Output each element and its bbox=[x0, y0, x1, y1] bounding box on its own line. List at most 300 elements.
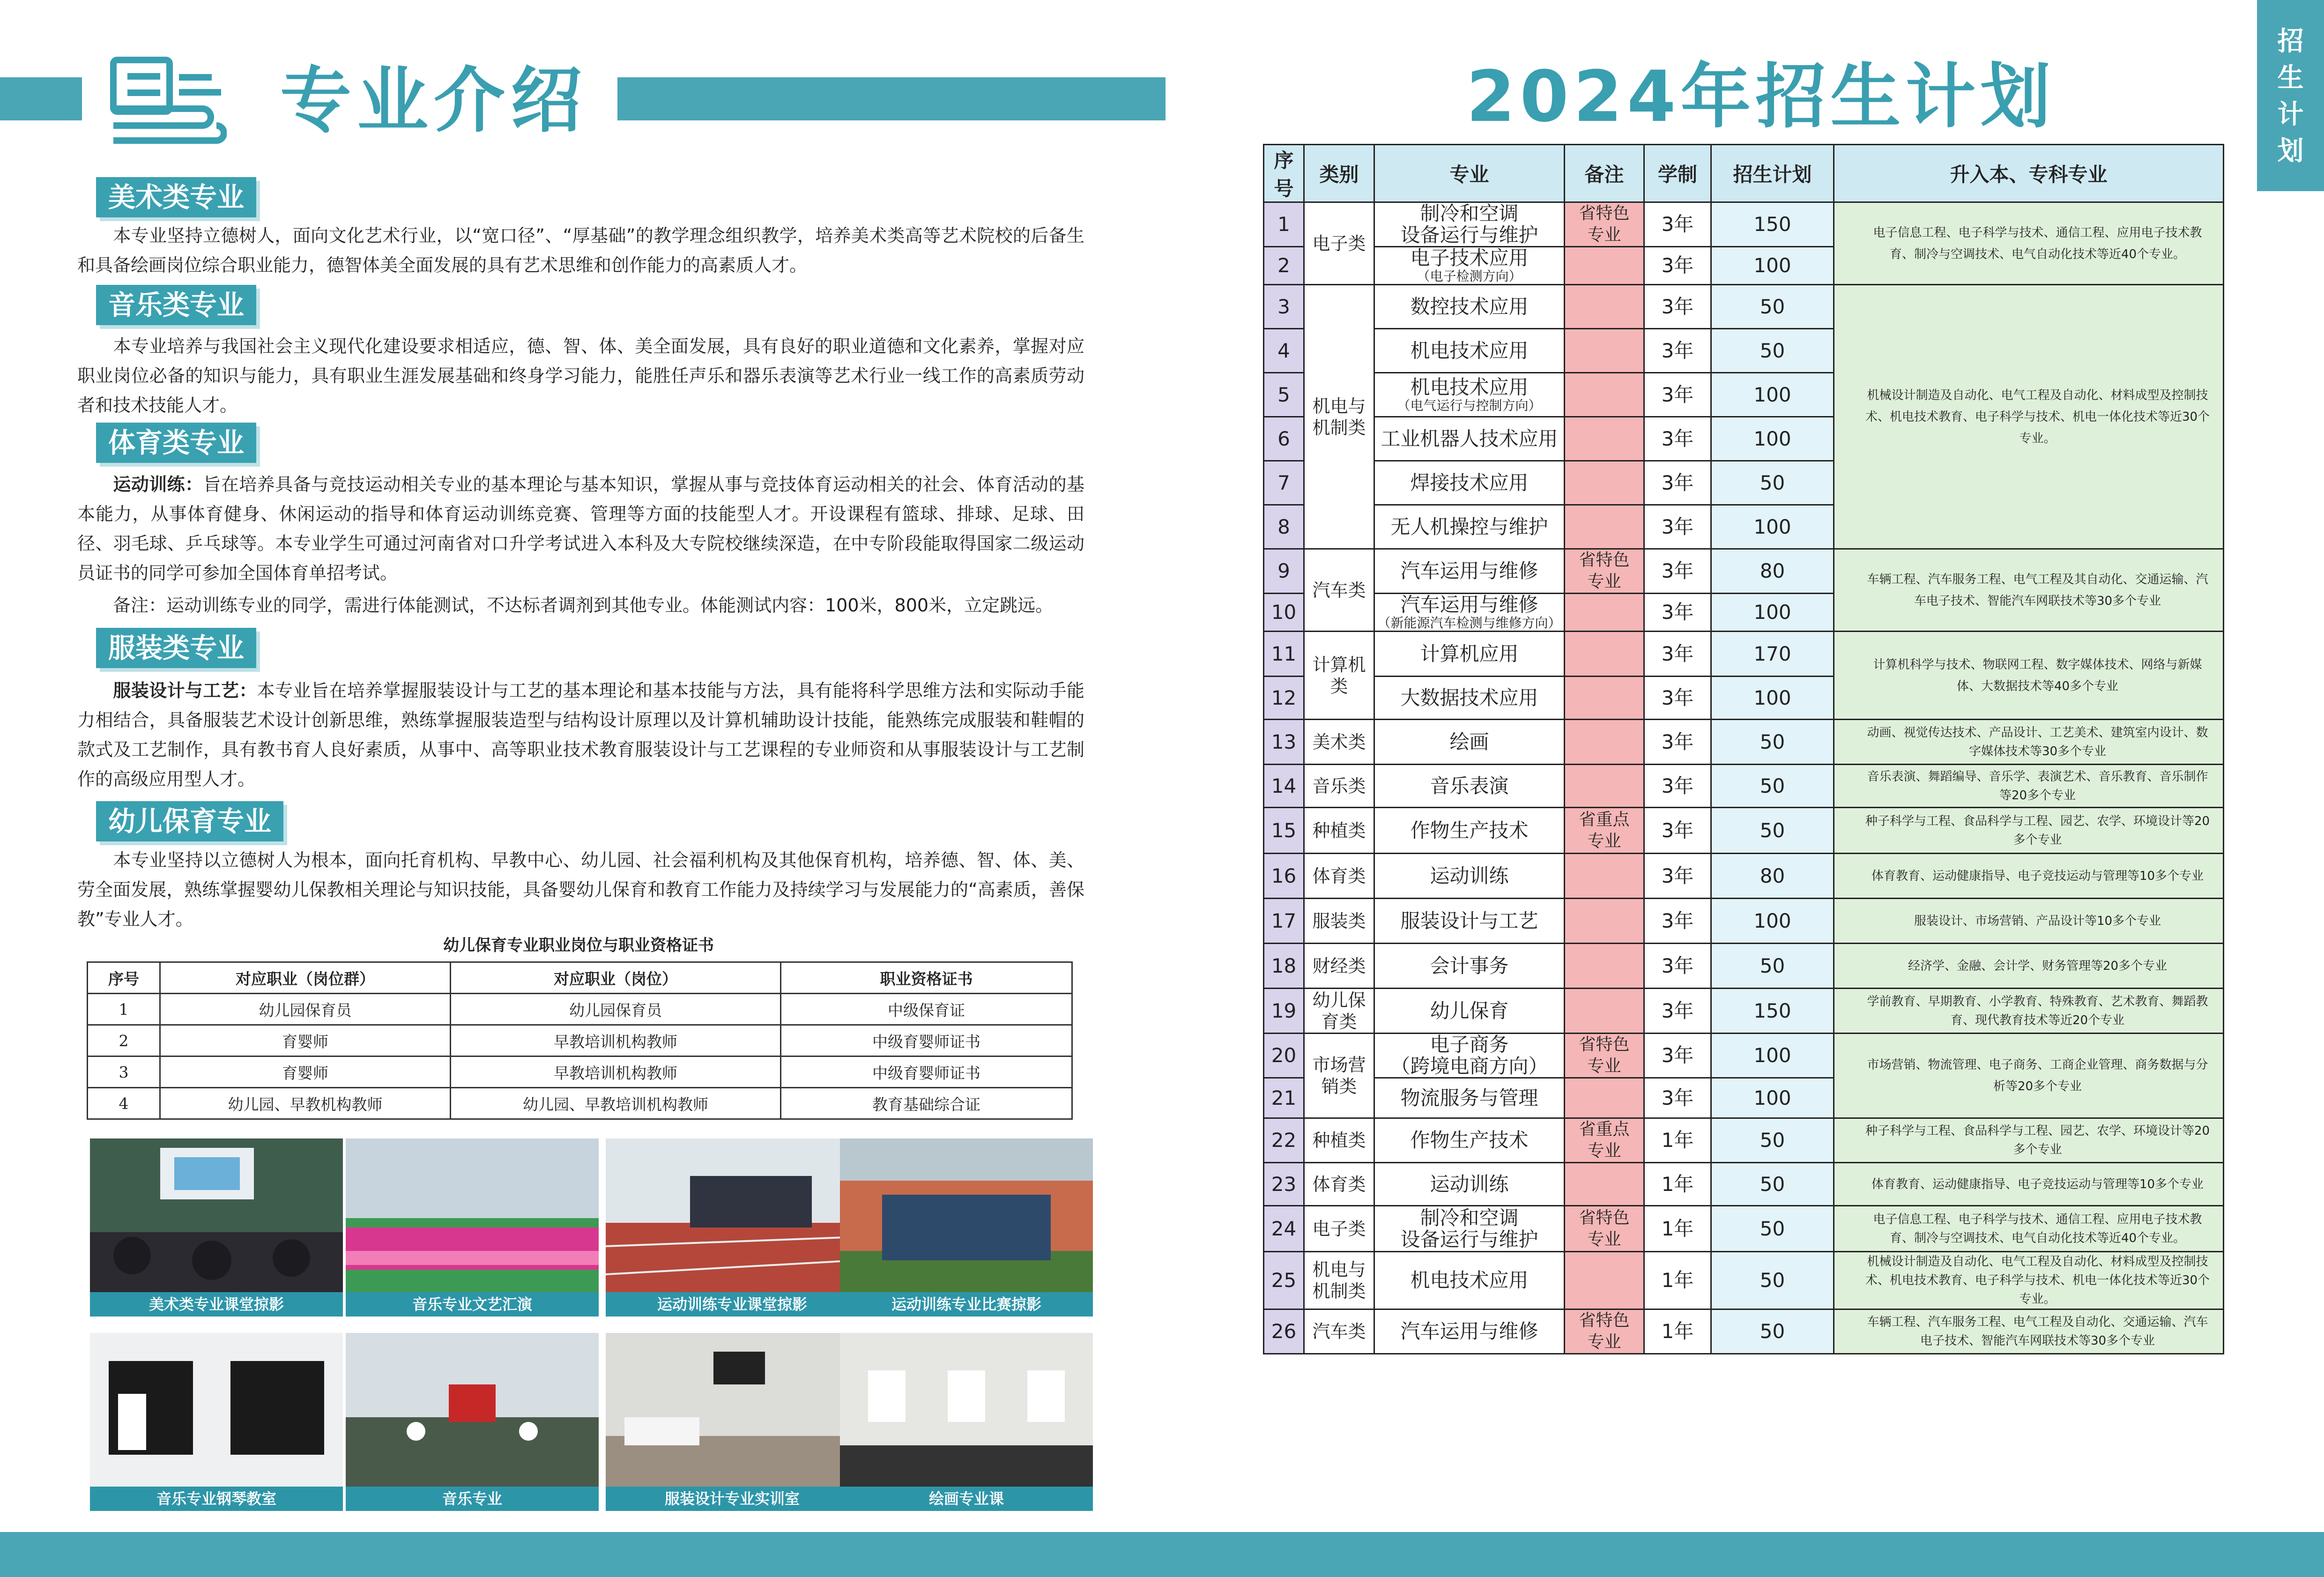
duration-cell: 3年 bbox=[1644, 808, 1711, 854]
table-row bbox=[1264, 944, 2224, 989]
row-number-cell: 22 bbox=[1264, 1118, 1304, 1163]
major-cell bbox=[1374, 202, 1565, 247]
duration-cell: 3年 bbox=[1644, 247, 1711, 285]
major-cell bbox=[1374, 765, 1565, 808]
photo-art-class bbox=[90, 1138, 343, 1317]
duration-cell: 3年 bbox=[1644, 505, 1711, 549]
duration-cell: 3年 bbox=[1644, 1078, 1711, 1118]
photo-caption: 绘画专业课 bbox=[840, 1487, 1093, 1511]
category-cell: 服装类 bbox=[1304, 899, 1374, 944]
note-cell bbox=[1565, 1252, 1644, 1309]
plan-title: 2024年招生计划 bbox=[1466, 56, 2056, 138]
duration-cell: 3年 bbox=[1644, 720, 1711, 765]
quota-cell: 50 bbox=[1711, 1206, 1834, 1252]
paragraph-sports bbox=[77, 470, 1084, 588]
category-cell: 电子类 bbox=[1304, 1206, 1374, 1252]
quota-cell: 100 bbox=[1711, 1034, 1834, 1078]
further-study-cell: 音乐表演、舞蹈编导、音乐学、表演艺术、音乐教育、音乐制作等20多个专业 bbox=[1834, 765, 2224, 808]
cert-table bbox=[87, 961, 1073, 1120]
table-row bbox=[1264, 899, 2224, 944]
duration-cell: 3年 bbox=[1644, 549, 1711, 594]
row-number-cell: 26 bbox=[1264, 1309, 1304, 1354]
table-row bbox=[1264, 720, 2224, 765]
classroom-image bbox=[90, 1138, 343, 1292]
further-study-cell: 种子科学与工程、食品科学与工程、园艺、农学、环境设计等20多个专业 bbox=[1834, 1118, 2224, 1163]
major-cell bbox=[1374, 808, 1565, 854]
heading-childcare: 幼儿保育专业 bbox=[96, 801, 283, 841]
duration-cell: 1年 bbox=[1644, 1309, 1711, 1354]
workshop-image bbox=[606, 1333, 859, 1487]
row-number-cell: 8 bbox=[1264, 505, 1304, 549]
note-cell: 省重点 专业 bbox=[1565, 1118, 1644, 1163]
photo-piano-room bbox=[90, 1333, 343, 1511]
duration-cell: 3年 bbox=[1644, 677, 1711, 720]
duration-cell: 3年 bbox=[1644, 765, 1711, 808]
row-number-cell: 17 bbox=[1264, 899, 1304, 944]
major-name: 机电技术应用 bbox=[1410, 339, 1529, 362]
category-cell: 计算机类 bbox=[1304, 632, 1374, 720]
quota-cell: 50 bbox=[1711, 461, 1834, 505]
row-number-cell: 14 bbox=[1264, 765, 1304, 808]
top-mid-accent-bar bbox=[617, 77, 1166, 120]
row-number-cell: 20 bbox=[1264, 1034, 1304, 1078]
column-header: 序号 bbox=[88, 962, 160, 994]
duration-cell: 3年 bbox=[1644, 854, 1711, 899]
row-number-cell: 12 bbox=[1264, 677, 1304, 720]
further-study-cell: 学前教育、早期教育、小学教育、特殊教育、艺术教育、舞蹈教育、现代教育技术等近20个专业 bbox=[1834, 989, 2224, 1034]
duration-cell: 3年 bbox=[1644, 202, 1711, 247]
paragraph-fashion bbox=[77, 676, 1084, 794]
row-number-cell: 10 bbox=[1264, 594, 1304, 632]
photo-caption: 音乐专业 bbox=[346, 1487, 599, 1511]
note-cell: 省特色 专业 bbox=[1565, 1034, 1644, 1078]
paragraph-art bbox=[77, 221, 1084, 280]
note-cell bbox=[1565, 417, 1644, 461]
table-row bbox=[1264, 1163, 2224, 1206]
table-row bbox=[88, 1088, 1072, 1119]
quota-cell: 100 bbox=[1711, 373, 1834, 417]
table-cell: 中级保育证 bbox=[781, 994, 1072, 1025]
row-number-cell: 23 bbox=[1264, 1163, 1304, 1206]
major-cell bbox=[1374, 1252, 1565, 1309]
major-cell bbox=[1374, 1206, 1565, 1252]
table-row bbox=[1264, 1309, 2224, 1354]
major-name: 汽车运用与维修 bbox=[1400, 1320, 1538, 1343]
paragraph-text: 本专业培养与我国社会主义现代化建设要求相适应，德、智、体、美全面发展，具有良好的职业道德和文化素养，掌握对应职业岗位必备的知识与能力，具有职业生涯发展基础和终身学习能力，能胜任声乐和器乐表演等艺术行业一线工作的高素质劳动者和技术技能人才。 bbox=[77, 336, 1084, 416]
note-cell: 省特色 专业 bbox=[1565, 1206, 1644, 1252]
quota-cell: 50 bbox=[1711, 329, 1834, 373]
category-cell: 音乐类 bbox=[1304, 765, 1374, 808]
table-cell: 育婴师 bbox=[160, 1056, 451, 1088]
major-cell bbox=[1374, 632, 1565, 677]
major-cell bbox=[1374, 677, 1565, 720]
row-number-cell: 11 bbox=[1264, 632, 1304, 677]
paragraph-childcare bbox=[77, 846, 1084, 934]
table-cell: 幼儿园、早教培训机构教师 bbox=[451, 1088, 781, 1119]
quota-cell: 150 bbox=[1711, 202, 1834, 247]
duration-cell: 3年 bbox=[1644, 461, 1711, 505]
photo-music bbox=[346, 1333, 599, 1511]
photo-painting-class bbox=[840, 1333, 1093, 1511]
paragraph-text: 本专业坚持以立德树人为根本，面向托育机构、早教中心、幼儿园、社会福利机构及其他保育机构，培养德、智、体、美、劳全面发展，熟练掌握婴幼儿保教相关理论与知识技能，具备婴幼儿保育和教育工作能力及持续学习与发展能力的“高素质，善保教”专业人才。 bbox=[77, 850, 1084, 930]
major-cell bbox=[1374, 373, 1565, 417]
table-cell: 中级育婴师证书 bbox=[781, 1056, 1072, 1088]
table-cell: 教育基础综合证 bbox=[781, 1088, 1072, 1119]
note-cell bbox=[1565, 594, 1644, 632]
major-cell bbox=[1374, 989, 1565, 1034]
table-row bbox=[88, 1025, 1072, 1056]
note-cell bbox=[1565, 944, 1644, 989]
column-header: 职业资格证书 bbox=[781, 962, 1072, 994]
table-cell: 2 bbox=[88, 1025, 160, 1056]
row-number-cell: 16 bbox=[1264, 854, 1304, 899]
paragraph-text: 本专业旨在培养掌握服装设计与工艺的基本理论和基本技能与方法，具有能将科学思维方法和实际动手能力相结合，具备服装艺术设计创新思维，熟练掌握服装造型与结构设计原理以及计算机辅助设计技能，能熟练完成服装和鞋帽的款式及工艺制作，具有教书育人良好素质，从事中、高等职业技术教育服装设计与工艺课程的专业师资和从事服装设计与工艺制作的高级应用型人才。 bbox=[77, 680, 1084, 789]
table-row bbox=[1264, 549, 2224, 594]
table-row bbox=[1264, 808, 2224, 854]
paragraph-text: 旨在培养具备与竞技运动相关专业的基本理论与基本知识，掌握从事与竞技体育运动相关的社会、体育活动的基本能力，从事体育健身、休闲运动的指导和体育运动训练竞赛、管理等方面的技能型人才。开设课程有篮球、排球、足球、田径、羽毛球、乒乓球等。本专业学生可通过河南省对口升学考试进入本科及大专院校继续深造，在中专阶段能取得国家二级运动员证书的同学可参加全国体育单招考试。 bbox=[77, 474, 1084, 583]
photo-caption: 运动训练专业比赛掠影 bbox=[840, 1292, 1093, 1317]
major-name: 焊接技术应用 bbox=[1410, 471, 1529, 494]
quota-cell: 80 bbox=[1711, 549, 1834, 594]
major-name: 会计事务 bbox=[1430, 954, 1509, 977]
row-number-cell: 4 bbox=[1264, 329, 1304, 373]
category-cell: 财经类 bbox=[1304, 944, 1374, 989]
major-direction: （电子检测方向） bbox=[1417, 268, 1522, 284]
duration-cell: 3年 bbox=[1644, 632, 1711, 677]
duration-cell: 3年 bbox=[1644, 899, 1711, 944]
major-cell bbox=[1374, 285, 1565, 329]
column-header: 序号 bbox=[1264, 145, 1304, 202]
further-study-cell: 服装设计、市场营销、产品设计等10多个专业 bbox=[1834, 899, 2224, 944]
quota-cell: 100 bbox=[1711, 899, 1834, 944]
major-cell bbox=[1374, 594, 1565, 632]
major-name: 电子商务 （跨境电商方向） bbox=[1390, 1033, 1548, 1078]
heading-fashion: 服装类专业 bbox=[96, 628, 256, 668]
note-cell: 省重点 专业 bbox=[1565, 808, 1644, 854]
row-number-cell: 5 bbox=[1264, 373, 1304, 417]
paragraph-music bbox=[77, 332, 1084, 420]
major-name: 数控技术应用 bbox=[1410, 295, 1529, 318]
major-direction: （新能源汽车检测与维修方向） bbox=[1377, 615, 1561, 631]
note-cell bbox=[1565, 461, 1644, 505]
photo-caption: 服装设计专业实训室 bbox=[606, 1487, 859, 1511]
further-study-cell: 车辆工程、汽车服务工程、电气工程及自动化、交通运输、汽车电子技术、智能汽车网联技术等30多个专业 bbox=[1834, 1309, 2224, 1354]
further-study-cell: 体育教育、运动健康指导、电子竞技运动与管理等10多个专业 bbox=[1834, 1163, 2224, 1206]
major-cell bbox=[1374, 1309, 1565, 1354]
row-number-cell: 13 bbox=[1264, 720, 1304, 765]
further-study-cell: 经济学、金融、会计学、财务管理等20多个专业 bbox=[1834, 944, 2224, 989]
column-header: 专业 bbox=[1374, 145, 1565, 202]
duration-cell: 1年 bbox=[1644, 1163, 1711, 1206]
table-cell: 早教培训机构教师 bbox=[451, 1025, 781, 1056]
photo-music-show bbox=[346, 1138, 599, 1317]
table-row bbox=[1264, 765, 2224, 808]
table-row bbox=[1264, 854, 2224, 899]
quota-cell: 50 bbox=[1711, 720, 1834, 765]
piano-image bbox=[90, 1333, 343, 1487]
further-study-cell: 电子信息工程、电子科学与技术、通信工程、应用电子技术教育、制冷与空调技术、电气自动化技术等近40个专业。 bbox=[1834, 202, 2224, 285]
paragraph-lead: 服装设计与工艺： bbox=[113, 680, 257, 701]
note-cell bbox=[1565, 677, 1644, 720]
row-number-cell: 18 bbox=[1264, 944, 1304, 989]
quota-cell: 50 bbox=[1711, 944, 1834, 989]
note-cell bbox=[1565, 247, 1644, 285]
table-cell: 4 bbox=[88, 1088, 160, 1119]
duration-cell: 3年 bbox=[1644, 1034, 1711, 1078]
table-cell: 早教培训机构教师 bbox=[451, 1056, 781, 1088]
heading-sports: 体育类专业 bbox=[96, 423, 256, 463]
major-name: 汽车运用与维修 bbox=[1400, 593, 1538, 616]
dance-image bbox=[346, 1333, 599, 1487]
table-cell: 幼儿园保育员 bbox=[451, 994, 781, 1025]
category-cell: 机电与 机制类 bbox=[1304, 1252, 1374, 1309]
duration-cell: 1年 bbox=[1644, 1206, 1711, 1252]
major-cell bbox=[1374, 720, 1565, 765]
row-number-cell: 21 bbox=[1264, 1078, 1304, 1118]
category-cell: 市场营 销类 bbox=[1304, 1034, 1374, 1118]
quota-cell: 100 bbox=[1711, 677, 1834, 720]
category-cell: 体育类 bbox=[1304, 1163, 1374, 1206]
duration-cell: 3年 bbox=[1644, 989, 1711, 1034]
further-study-cell: 动画、视觉传达技术、产品设计、工艺美术、建筑室内设计、数字媒体技术等30多个专业 bbox=[1834, 720, 2224, 765]
note-cell: 省特色 专业 bbox=[1565, 1309, 1644, 1354]
quota-cell: 100 bbox=[1711, 594, 1834, 632]
enrollment-plan-table bbox=[1263, 144, 2224, 1354]
major-name: 计算机应用 bbox=[1420, 642, 1519, 665]
row-number-cell: 25 bbox=[1264, 1252, 1304, 1309]
column-header: 招生计划 bbox=[1711, 145, 1834, 202]
duration-cell: 3年 bbox=[1644, 329, 1711, 373]
major-cell bbox=[1374, 944, 1565, 989]
quota-cell: 50 bbox=[1711, 1163, 1834, 1206]
further-study-cell: 种子科学与工程、食品科学与工程、园艺、农学、环境设计等20多个专业 bbox=[1834, 808, 2224, 854]
note-cell bbox=[1565, 1078, 1644, 1118]
duration-cell: 3年 bbox=[1644, 594, 1711, 632]
column-header: 类别 bbox=[1304, 145, 1374, 202]
heading-art: 美术类专业 bbox=[96, 177, 256, 217]
major-name: 无人机操控与维护 bbox=[1390, 515, 1548, 538]
duration-cell: 3年 bbox=[1644, 944, 1711, 989]
row-number-cell: 3 bbox=[1264, 285, 1304, 329]
quota-cell: 50 bbox=[1711, 285, 1834, 329]
major-cell bbox=[1374, 1163, 1565, 1206]
photo-caption: 音乐专业钢琴教室 bbox=[90, 1487, 343, 1511]
major-name: 作物生产技术 bbox=[1410, 818, 1529, 842]
side-tab bbox=[2257, 0, 2324, 191]
major-cell bbox=[1374, 549, 1565, 594]
quota-cell: 100 bbox=[1711, 1078, 1834, 1118]
side-tab-char: 划 bbox=[2277, 136, 2304, 166]
table-row bbox=[1264, 632, 2224, 677]
major-name: 幼儿保育 bbox=[1430, 999, 1509, 1022]
further-study-cell: 计算机科学与技术、物联网工程、数字媒体技术、网络与新媒体、大数据技术等40多个专业 bbox=[1834, 632, 2224, 720]
bottom-accent-bar bbox=[0, 1532, 2324, 1577]
major-name: 绘画 bbox=[1449, 730, 1489, 753]
quota-cell: 100 bbox=[1711, 417, 1834, 461]
table-cell: 3 bbox=[88, 1056, 160, 1088]
note-cell bbox=[1565, 329, 1644, 373]
major-cell bbox=[1374, 854, 1565, 899]
quota-cell: 50 bbox=[1711, 1309, 1834, 1354]
major-name: 机电技术应用 bbox=[1410, 375, 1529, 399]
note-cell bbox=[1565, 505, 1644, 549]
quota-cell: 170 bbox=[1711, 632, 1834, 677]
table-row bbox=[1264, 1252, 2224, 1309]
note-cell: 省特色 专业 bbox=[1565, 202, 1644, 247]
note-cell bbox=[1565, 854, 1644, 899]
track-image bbox=[606, 1138, 859, 1292]
major-cell bbox=[1374, 329, 1565, 373]
category-cell: 美术类 bbox=[1304, 720, 1374, 765]
row-number-cell: 9 bbox=[1264, 549, 1304, 594]
table-cell: 幼儿园保育员 bbox=[160, 994, 451, 1025]
table-row bbox=[88, 1056, 1072, 1088]
major-direction: （电气运行与控制方向） bbox=[1397, 397, 1542, 413]
table-row bbox=[1264, 285, 2224, 329]
section-title: 专业介绍 bbox=[280, 59, 587, 142]
paragraph-sports-note bbox=[77, 591, 1084, 620]
note-cell bbox=[1565, 285, 1644, 329]
quota-cell: 50 bbox=[1711, 765, 1834, 808]
duration-cell: 1年 bbox=[1644, 1252, 1711, 1309]
row-number-cell: 2 bbox=[1264, 247, 1304, 285]
further-study-cell: 电子信息工程、电子科学与技术、通信工程、应用电子技术教育、制冷与空调技术、电气自动化技术等近40个专业。 bbox=[1834, 1206, 2224, 1252]
photo-caption: 音乐专业文艺汇演 bbox=[346, 1292, 599, 1317]
duration-cell: 3年 bbox=[1644, 285, 1711, 329]
team-image bbox=[840, 1138, 1093, 1292]
photo-caption: 运动训练专业课堂掠影 bbox=[606, 1292, 859, 1317]
table-cell: 中级育婴师证书 bbox=[781, 1025, 1072, 1056]
row-number-cell: 1 bbox=[1264, 202, 1304, 247]
row-number-cell: 15 bbox=[1264, 808, 1304, 854]
column-header: 学制 bbox=[1644, 145, 1711, 202]
note-cell bbox=[1565, 899, 1644, 944]
table-row bbox=[1264, 989, 2224, 1034]
major-name: 机电技术应用 bbox=[1410, 1269, 1529, 1292]
side-tab-char: 招 bbox=[2277, 26, 2304, 57]
major-name: 电子技术应用 bbox=[1410, 246, 1529, 269]
cert-table-caption: 幼儿保育专业职业岗位与职业资格证书 bbox=[443, 936, 714, 955]
major-name: 作物生产技术 bbox=[1410, 1129, 1529, 1152]
note-cell bbox=[1565, 373, 1644, 417]
major-name: 运动训练 bbox=[1430, 864, 1509, 887]
major-cell bbox=[1374, 1034, 1565, 1078]
painting-image bbox=[840, 1333, 1093, 1487]
major-name: 物流服务与管理 bbox=[1400, 1086, 1538, 1109]
major-cell bbox=[1374, 417, 1565, 461]
table-row bbox=[1264, 1034, 2224, 1078]
note-cell bbox=[1565, 765, 1644, 808]
quota-cell: 150 bbox=[1711, 989, 1834, 1034]
major-name: 大数据技术应用 bbox=[1400, 686, 1538, 709]
note-cell bbox=[1565, 1163, 1644, 1206]
table-row bbox=[1264, 1206, 2224, 1252]
performance-image bbox=[346, 1138, 599, 1292]
table-cell: 幼儿园、早教机构教师 bbox=[160, 1088, 451, 1119]
note-cell: 省特色 专业 bbox=[1565, 549, 1644, 594]
category-cell: 种植类 bbox=[1304, 1118, 1374, 1163]
table-row bbox=[88, 994, 1072, 1025]
row-number-cell: 24 bbox=[1264, 1206, 1304, 1252]
quota-cell: 50 bbox=[1711, 808, 1834, 854]
row-number-cell: 19 bbox=[1264, 989, 1304, 1034]
major-cell bbox=[1374, 1078, 1565, 1118]
major-cell bbox=[1374, 247, 1565, 285]
category-cell: 体育类 bbox=[1304, 854, 1374, 899]
quota-cell: 100 bbox=[1711, 247, 1834, 285]
heading-music: 音乐类专业 bbox=[96, 285, 256, 325]
photo-caption: 美术类专业课堂掠影 bbox=[90, 1292, 343, 1317]
table-row bbox=[1264, 202, 2224, 247]
major-cell bbox=[1374, 899, 1565, 944]
row-number-cell: 6 bbox=[1264, 417, 1304, 461]
major-name: 制冷和空调 设备运行与维护 bbox=[1400, 1206, 1538, 1251]
duration-cell: 1年 bbox=[1644, 1118, 1711, 1163]
category-cell: 汽车类 bbox=[1304, 549, 1374, 632]
major-name: 服装设计与工艺 bbox=[1400, 909, 1538, 932]
further-study-cell: 市场营销、物流管理、电子商务、工商企业管理、商务数据与分析等20多个专业 bbox=[1834, 1034, 2224, 1118]
major-name: 制冷和空调 设备运行与维护 bbox=[1400, 202, 1538, 246]
further-study-cell: 机械设计制造及自动化、电气工程及自动化、材料成型及控制技术、机电技术教育、电子科学与技术、机电一体化技术等近30个专业。 bbox=[1834, 285, 2224, 549]
photo-sports-match bbox=[840, 1138, 1093, 1317]
paragraph-text: 本专业坚持立德树人，面向文化艺术行业，以“宽口径”、“厚基础”的教学理念组织教学，培养美术类高等艺术院校的后备生和具备绘画岗位综合职业能力，德智体美全面发展的具有艺术思维和创作能力的高素质人才。 bbox=[77, 225, 1084, 275]
column-header: 对应职业（岗位） bbox=[451, 962, 781, 994]
note-cell bbox=[1565, 989, 1644, 1034]
row-number-cell: 7 bbox=[1264, 461, 1304, 505]
major-name: 运动训练 bbox=[1430, 1172, 1509, 1196]
table-row bbox=[1264, 1118, 2224, 1163]
further-study-cell: 机械设计制造及自动化、电气工程及自动化、材料成型及控制技术、机电技术教育、电子科学与技术、机电一体化技术等近30个专业。 bbox=[1834, 1252, 2224, 1309]
note-cell bbox=[1565, 632, 1644, 677]
major-name: 音乐表演 bbox=[1430, 774, 1509, 797]
major-cell bbox=[1374, 1118, 1565, 1163]
quota-cell: 80 bbox=[1711, 854, 1834, 899]
column-header: 对应职业（岗位群） bbox=[160, 962, 451, 994]
side-tab-char: 计 bbox=[2277, 99, 2304, 130]
paragraph-text: 备注：运动训练专业的同学，需进行体能测试，不达标者调剂到其他专业。体能测试内容：100米，800米，立定跳远。 bbox=[113, 595, 1054, 616]
photo-fashion-lab bbox=[606, 1333, 859, 1511]
quota-cell: 50 bbox=[1711, 1252, 1834, 1309]
table-cell: 1 bbox=[88, 994, 160, 1025]
paragraph-lead: 运动训练： bbox=[113, 474, 203, 495]
further-study-cell: 车辆工程、汽车服务工程、电气工程及其自动化、交通运输、汽车电子技术、智能汽车网联技术等30多个专业 bbox=[1834, 549, 2224, 632]
photo-sports-class bbox=[606, 1138, 859, 1317]
table-header-row bbox=[88, 962, 1072, 994]
table-header-row bbox=[1264, 145, 2224, 202]
category-cell: 汽车类 bbox=[1304, 1309, 1374, 1354]
quota-cell: 100 bbox=[1711, 505, 1834, 549]
major-name: 汽车运用与维修 bbox=[1400, 559, 1538, 582]
column-header: 升入本、专科专业 bbox=[1834, 145, 2224, 202]
column-header: 备注 bbox=[1565, 145, 1644, 202]
category-cell: 种植类 bbox=[1304, 808, 1374, 854]
top-left-accent-bar bbox=[0, 77, 82, 120]
major-name: 工业机器人技术应用 bbox=[1381, 427, 1558, 450]
major-cell bbox=[1374, 461, 1565, 505]
table-cell: 育婴师 bbox=[160, 1025, 451, 1056]
note-cell bbox=[1565, 720, 1644, 765]
category-cell: 电子类 bbox=[1304, 202, 1374, 285]
major-cell bbox=[1374, 505, 1565, 549]
side-tab-char: 生 bbox=[2277, 63, 2304, 93]
category-cell: 机电与 机制类 bbox=[1304, 285, 1374, 549]
duration-cell: 3年 bbox=[1644, 373, 1711, 417]
quota-cell: 50 bbox=[1711, 1118, 1834, 1163]
books-icon bbox=[109, 55, 227, 144]
further-study-cell: 体育教育、运动健康指导、电子竞技运动与管理等10多个专业 bbox=[1834, 854, 2224, 899]
duration-cell: 3年 bbox=[1644, 417, 1711, 461]
category-cell: 幼儿保 育类 bbox=[1304, 989, 1374, 1034]
